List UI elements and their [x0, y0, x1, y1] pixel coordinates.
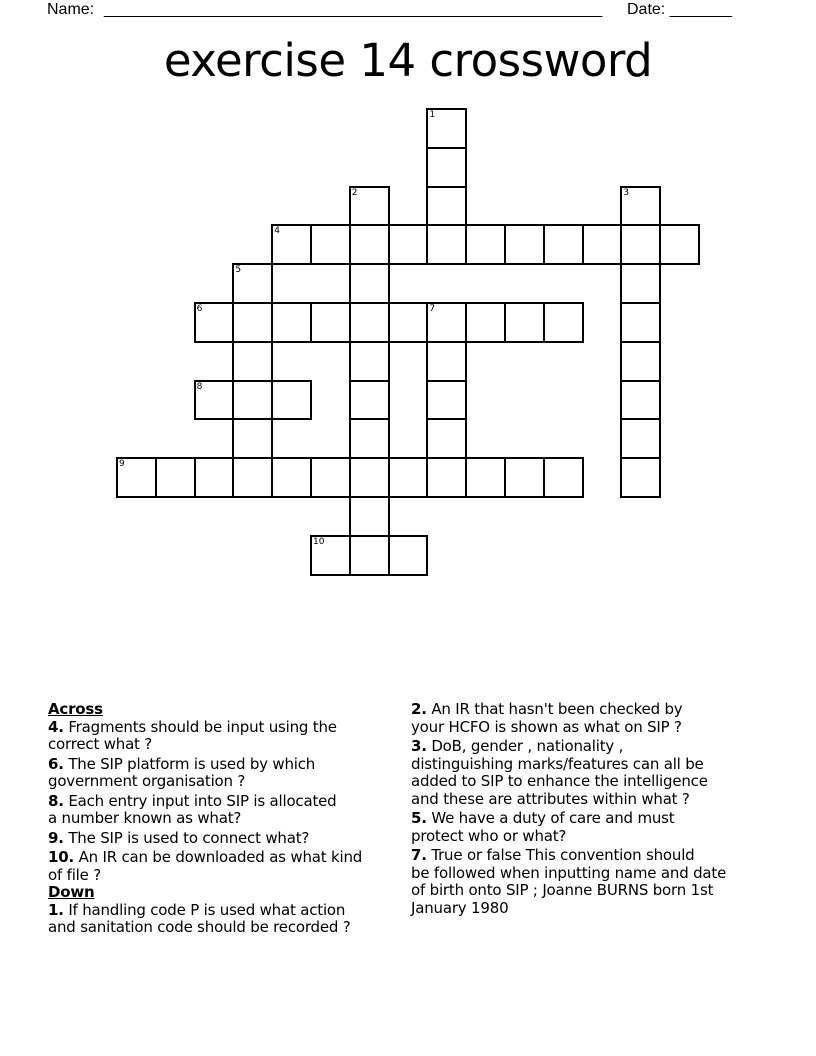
grid-cell[interactable] [620, 418, 661, 459]
clue-across-10 [48, 849, 408, 884]
grid-cell[interactable] [232, 263, 273, 304]
clue-down-3 [411, 738, 791, 808]
grid-cell[interactable] [426, 341, 467, 382]
grid-cell[interactable] [620, 302, 661, 343]
grid-cell[interactable] [349, 418, 390, 459]
clue-text: True or false This convention should be followed when inputting name and date of birth onto SIP ; Joanne BURNS born 1st January 1980 [411, 846, 727, 917]
cell-number: 2 [351, 187, 358, 198]
clue-text: DoB, gender , nationality , distinguishing marks/features can all be added to SIP to enhance the intelligence and these are attributes within what ? [411, 737, 708, 808]
grid-cell[interactable] [659, 224, 700, 265]
grid-cell[interactable] [232, 341, 273, 382]
grid-cell[interactable] [310, 535, 351, 576]
clue-number: 5. [411, 809, 427, 827]
clue-down-5 [411, 810, 791, 845]
clue-across-4 [48, 719, 408, 754]
clues-column-right [411, 701, 791, 919]
grid-cell[interactable] [620, 263, 661, 304]
page-title: exercise 14 crossword [163, 34, 653, 87]
date-field[interactable]: Date: _______ [627, 1, 732, 18]
grid-cell[interactable] [232, 457, 273, 498]
cell-number: 7 [429, 304, 436, 314]
grid-cell[interactable] [465, 457, 506, 498]
down-heading: Down [48, 883, 95, 901]
clue-number: 4. [48, 717, 64, 736]
grid-cell[interactable] [426, 186, 467, 227]
grid-cell[interactable] [194, 380, 235, 421]
clue-text: The SIP platform is used by which government organisation ? [48, 754, 316, 790]
grid-cell[interactable] [582, 224, 623, 265]
cell-number: 5 [235, 265, 242, 276]
grid-cell[interactable] [349, 496, 390, 537]
grid-cell[interactable] [504, 224, 545, 265]
clue-text: If handling code P is used what action and sanitation code should be recorded ? [48, 900, 351, 936]
grid-cell[interactable] [310, 457, 351, 498]
name-label: Name: [47, 1, 95, 18]
grid-cell[interactable] [426, 147, 467, 188]
grid-cell[interactable] [543, 224, 584, 265]
cell-number: 8 [196, 381, 203, 392]
cell-number: 4 [274, 226, 280, 237]
clue-number: 9. [48, 828, 64, 847]
clue-text: We have a duty of care and must protect who or what? [411, 809, 675, 845]
grid-cell[interactable] [349, 457, 390, 498]
grid-cell[interactable] [620, 457, 661, 498]
grid-cell[interactable] [388, 535, 429, 576]
grid-cell[interactable] [388, 457, 429, 498]
grid-cell[interactable] [620, 341, 661, 382]
grid-cell[interactable] [271, 457, 312, 498]
clue-across-8 [48, 793, 408, 828]
grid-cell[interactable] [426, 380, 467, 421]
grid-cell[interactable] [232, 302, 273, 343]
grid-cell[interactable] [426, 108, 467, 149]
grid-cell[interactable] [543, 457, 584, 498]
clue-across-9 [48, 830, 408, 848]
clue-down-1 [48, 902, 408, 937]
clue-number: 10. [48, 848, 74, 866]
clue-number: 8. [48, 791, 64, 810]
grid-cell[interactable] [426, 457, 467, 498]
clue-text: An IR that hasn't been checked by your HCFO is shown as what on SIP ? [411, 700, 683, 736]
clue-text: Fragments should be input using the correct what ? [48, 717, 337, 753]
grid-cell[interactable] [349, 186, 390, 227]
grid-cell[interactable] [310, 302, 351, 343]
grid-cell[interactable] [194, 457, 235, 498]
grid-cell[interactable] [620, 224, 661, 265]
grid-cell[interactable] [543, 302, 584, 343]
grid-cell[interactable] [426, 418, 467, 459]
clue-text: The SIP is used to connect what? [68, 828, 310, 847]
grid-cell[interactable] [232, 418, 273, 459]
clue-across-6 [48, 756, 408, 791]
clue-number: 1. [48, 900, 64, 919]
grid-cell[interactable] [232, 380, 273, 421]
grid-cell[interactable] [271, 380, 312, 421]
grid-cell[interactable] [349, 341, 390, 382]
grid-cell[interactable] [349, 380, 390, 421]
grid-cell[interactable] [620, 186, 661, 227]
cell-number: 9 [119, 459, 125, 470]
grid-cell[interactable] [349, 535, 390, 576]
grid-cell[interactable] [426, 302, 467, 343]
clue-text: An IR can be downloaded as what kind of file ? [48, 848, 363, 884]
clue-down-7 [411, 847, 791, 917]
clue-number: 2. [411, 700, 427, 718]
grid-cell[interactable] [504, 457, 545, 498]
grid-cell[interactable] [116, 457, 157, 498]
clue-number: 7. [411, 846, 427, 864]
grid-cell[interactable] [310, 224, 351, 265]
cell-number: 10 [313, 536, 325, 547]
clue-text: Each entry input into SIP is allocated a number known as what? [48, 791, 337, 827]
grid-cell[interactable] [465, 224, 506, 265]
grid-cell[interactable] [349, 224, 390, 265]
clues-column-left [48, 701, 408, 939]
name-field[interactable]: ________________________________________________________ [104, 1, 603, 18]
grid-cell[interactable] [388, 302, 429, 343]
grid-cell[interactable] [271, 224, 312, 265]
grid-cell[interactable] [271, 302, 312, 343]
cell-number: 3 [623, 187, 630, 198]
clue-number: 6. [48, 754, 64, 773]
grid-cell[interactable] [465, 302, 506, 343]
cell-number: 1 [429, 110, 436, 120]
clue-number: 3. [411, 737, 427, 755]
grid-cell[interactable] [155, 457, 196, 498]
across-heading: Across [48, 700, 103, 718]
grid-cell[interactable] [504, 302, 545, 343]
grid-cell[interactable] [349, 302, 390, 343]
grid-cell[interactable] [426, 224, 467, 265]
clue-down-2 [411, 701, 791, 736]
grid-cell[interactable] [349, 263, 390, 304]
grid-cell[interactable] [194, 302, 235, 343]
grid-cell[interactable] [620, 380, 661, 421]
grid-cell[interactable] [388, 224, 429, 265]
cell-number: 6 [196, 304, 203, 314]
